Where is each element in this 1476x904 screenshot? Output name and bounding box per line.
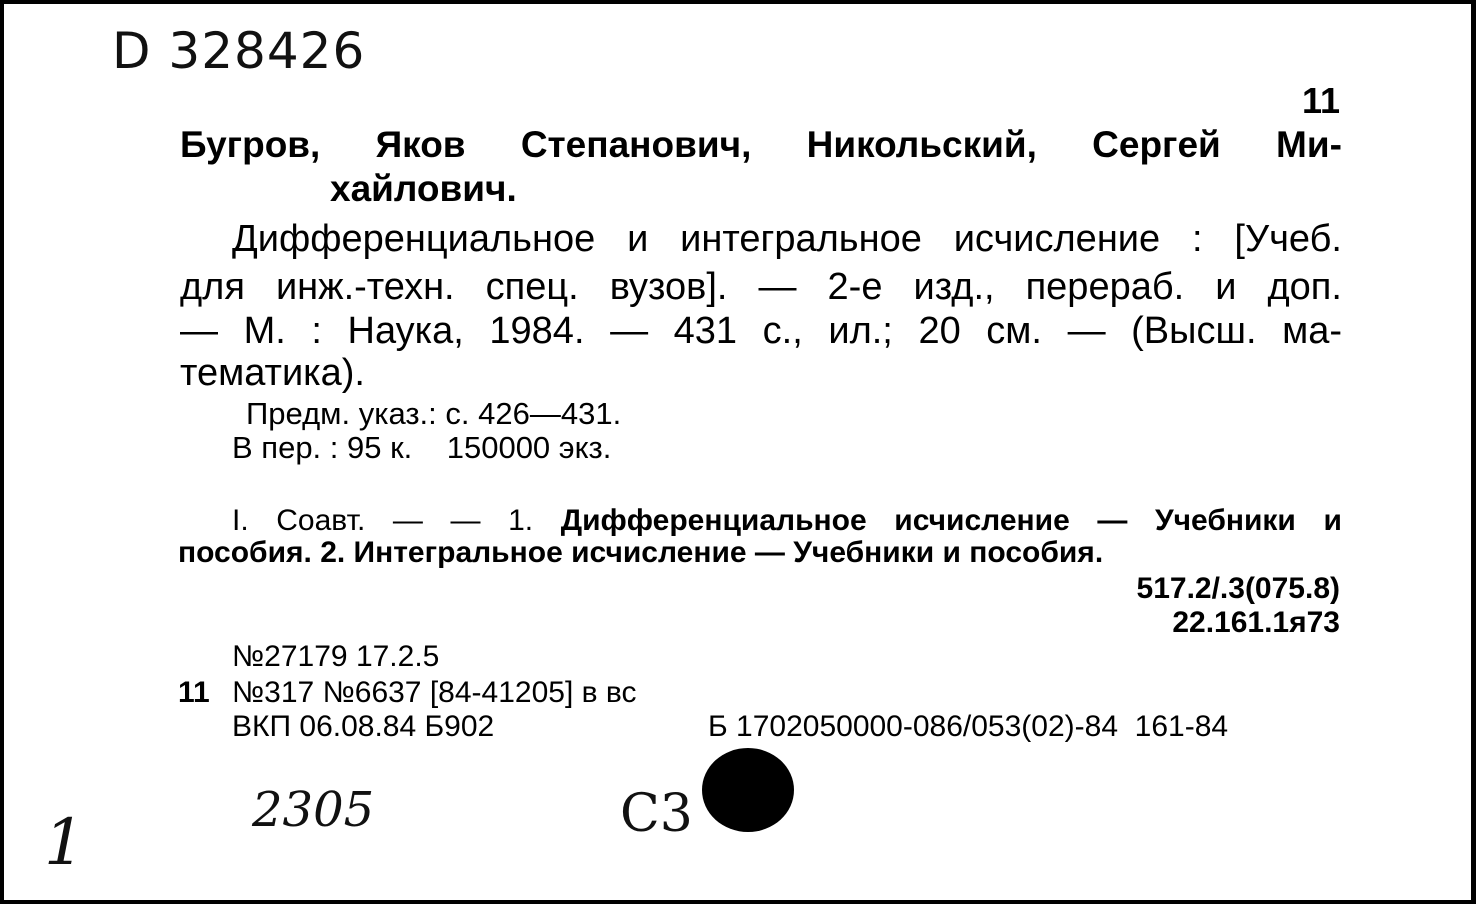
title-word: спец. bbox=[485, 266, 579, 308]
subject-word: Дифференциальное bbox=[560, 504, 867, 537]
punch-hole bbox=[700, 748, 800, 838]
authors-line-1 bbox=[180, 124, 1342, 166]
subjects-line-1 bbox=[232, 504, 1342, 538]
call-number: D 328426 bbox=[112, 22, 366, 80]
title-word: Наука, bbox=[347, 310, 464, 352]
title-word: [Учеб. bbox=[1234, 218, 1342, 260]
card-border-left bbox=[0, 0, 4, 904]
udc-index: 517.2/.3(075.8) bbox=[1136, 572, 1340, 605]
title-word: изд., bbox=[913, 266, 995, 308]
index-note: Предм. указ.: с. 426—431. bbox=[246, 396, 622, 431]
title-word: 20 bbox=[918, 310, 961, 352]
title-word: интегральное bbox=[680, 218, 922, 260]
title-word: с., bbox=[762, 310, 803, 352]
title-word: — bbox=[758, 266, 797, 308]
title-word: М. bbox=[243, 310, 286, 352]
handwritten-count: 2305 bbox=[252, 782, 375, 838]
authors-line-2: хайлович. bbox=[330, 168, 517, 209]
bbk-index: 22.161.1я73 bbox=[1172, 606, 1340, 639]
title-word: и bbox=[1215, 266, 1237, 308]
title-word: исчисление bbox=[953, 218, 1161, 260]
tech-line-2-prefix: 11 bbox=[178, 676, 210, 709]
card-border-top bbox=[0, 0, 1476, 4]
title-word: ил.; bbox=[828, 310, 893, 352]
subject-word: Учебники bbox=[1154, 504, 1296, 537]
punch-hole-dot bbox=[702, 748, 794, 832]
subject-word: 1. bbox=[508, 504, 534, 537]
title-line-2 bbox=[180, 266, 1342, 309]
author-word: Бугров, bbox=[180, 124, 321, 165]
subject-word: — bbox=[1097, 504, 1128, 537]
author-word: Никольский, bbox=[806, 124, 1037, 165]
title-word: доп. bbox=[1267, 266, 1342, 308]
title-word: для bbox=[180, 266, 245, 308]
title-line-3 bbox=[180, 310, 1342, 353]
tech-line-2: №317 №6637 [84-41205] в вс bbox=[232, 676, 637, 709]
price-line: В пер. : 95 к. 150000 экз. bbox=[232, 430, 612, 465]
subject-word: Соавт. bbox=[276, 504, 366, 537]
author-word: Сергей bbox=[1092, 124, 1221, 165]
tech-line-1: №27179 17.2.5 bbox=[232, 640, 440, 673]
subject-word: и bbox=[1323, 504, 1342, 537]
tech-line-3-right: Б 1702050000-086/053(02)-84 161-84 bbox=[708, 710, 1229, 743]
title-word: и bbox=[627, 218, 649, 260]
subject-word: — bbox=[392, 504, 423, 537]
tech-line-3-left: ВКП 06.08.84 Б902 bbox=[232, 710, 495, 743]
author-word: Ми- bbox=[1276, 124, 1342, 165]
subjects-line-2: пособия. 2. Интегральное исчисление — Учебники и пособия. bbox=[178, 536, 1104, 569]
card-border-bottom bbox=[0, 900, 1476, 904]
title-word: — bbox=[610, 310, 649, 352]
author-word: Степанович, bbox=[520, 124, 752, 165]
title-line-4: тематика). bbox=[180, 352, 365, 394]
title-word: Дифференциальное bbox=[232, 218, 596, 260]
title-word: 2-е bbox=[827, 266, 883, 308]
title-word: 1984. bbox=[489, 310, 585, 352]
card-border-right bbox=[1471, 0, 1476, 904]
subject-word: — bbox=[450, 504, 481, 537]
title-word: см. bbox=[986, 310, 1042, 352]
handwritten-one: 1 bbox=[44, 806, 85, 880]
title-word: : bbox=[1192, 218, 1203, 260]
handwritten-mark: С3 bbox=[620, 784, 693, 844]
title-word: — bbox=[180, 310, 218, 352]
title-word: — bbox=[1067, 310, 1106, 352]
subject-word: I. bbox=[232, 504, 249, 537]
subject-word: исчисление bbox=[894, 504, 1070, 537]
author-word: Яков bbox=[375, 124, 466, 165]
title-word: : bbox=[311, 310, 322, 352]
title-word: 431 bbox=[673, 310, 738, 352]
title-word: ма- bbox=[1282, 310, 1342, 352]
title-word: (Высш. bbox=[1131, 310, 1257, 352]
title-word: инж.-техн. bbox=[275, 266, 455, 308]
title-word: вузов]. bbox=[609, 266, 728, 308]
corner-number: 11 bbox=[1301, 80, 1340, 121]
title-line-1 bbox=[180, 218, 1342, 261]
title-word: перераб. bbox=[1025, 266, 1185, 308]
